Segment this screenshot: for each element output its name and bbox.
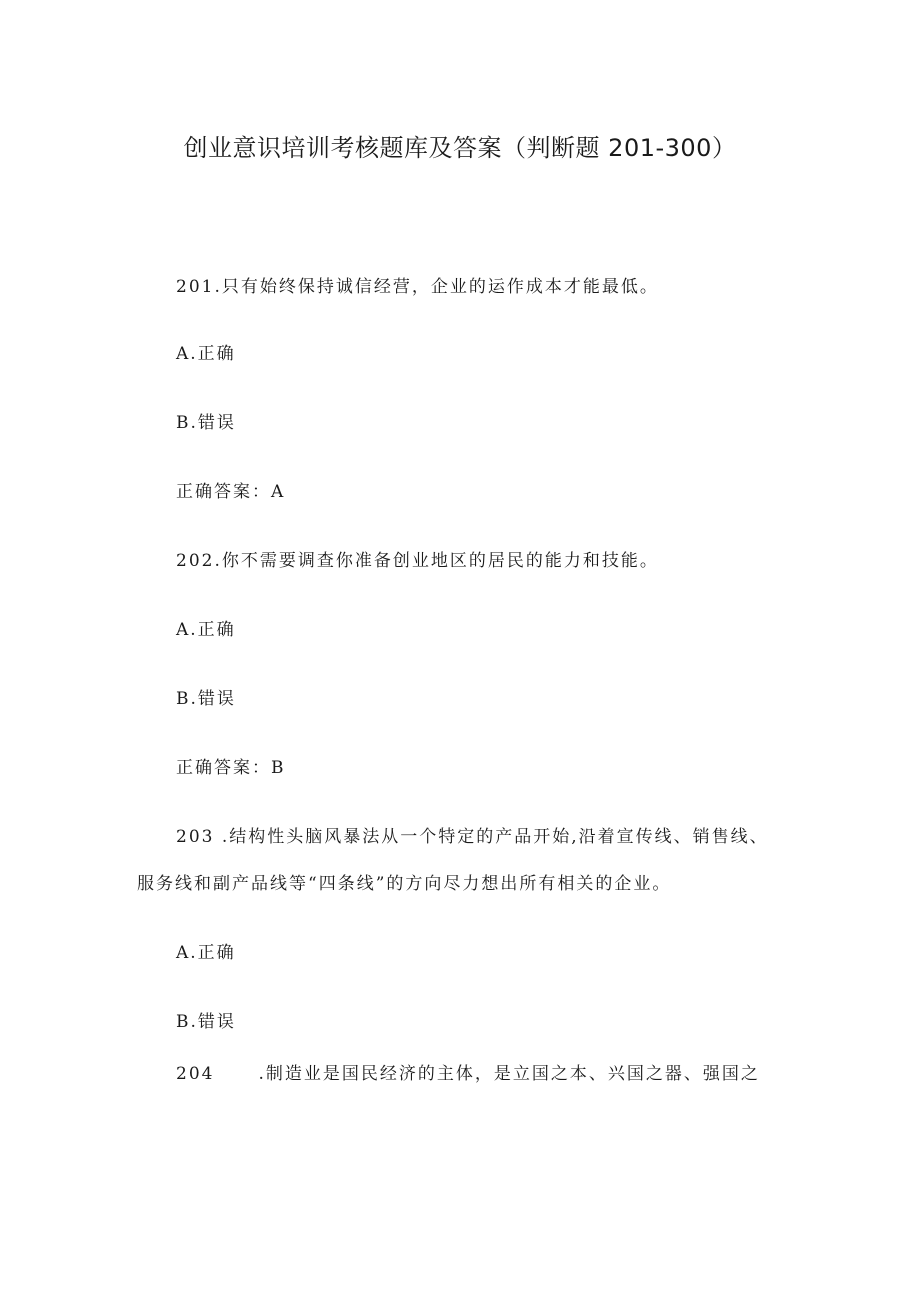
question-204-stem (176, 1061, 760, 1087)
question-203-stem-line2: 服务线和副产品线等“四条线”的方向尽力想出所有相关的企业。 (137, 874, 672, 894)
question-202-option-b: B.错误 (176, 689, 236, 709)
question-202-stem: 202.你不需要调查你准备创业地区的居民的能力和技能。 (176, 551, 659, 571)
question-203-option-b: B.错误 (176, 1012, 236, 1032)
question-204-text: .制造业是国民经济的主体，是立国之本、兴国之器、强国之 (258, 1064, 760, 1084)
page-title: 创业意识培训考核题库及答案（判断题 201-300） (183, 134, 737, 162)
question-201-option-b: B.错误 (176, 413, 236, 433)
question-201-answer: 正确答案：A (176, 482, 286, 502)
question-201-stem: 201.只有始终保持诚信经营，企业的运作成本才能最低。 (176, 277, 659, 297)
question-202-option-a: A.正确 (176, 620, 236, 640)
question-204-number: 204 (176, 1064, 215, 1084)
question-203-stem-line1: 203 .结构性头脑风暴法从一个特定的产品开始,沿着宣传线、销售线、 (176, 827, 769, 847)
question-201-option-a: A.正确 (176, 344, 236, 364)
question-202-answer: 正确答案：B (176, 758, 286, 778)
question-203-option-a: A.正确 (176, 943, 236, 963)
